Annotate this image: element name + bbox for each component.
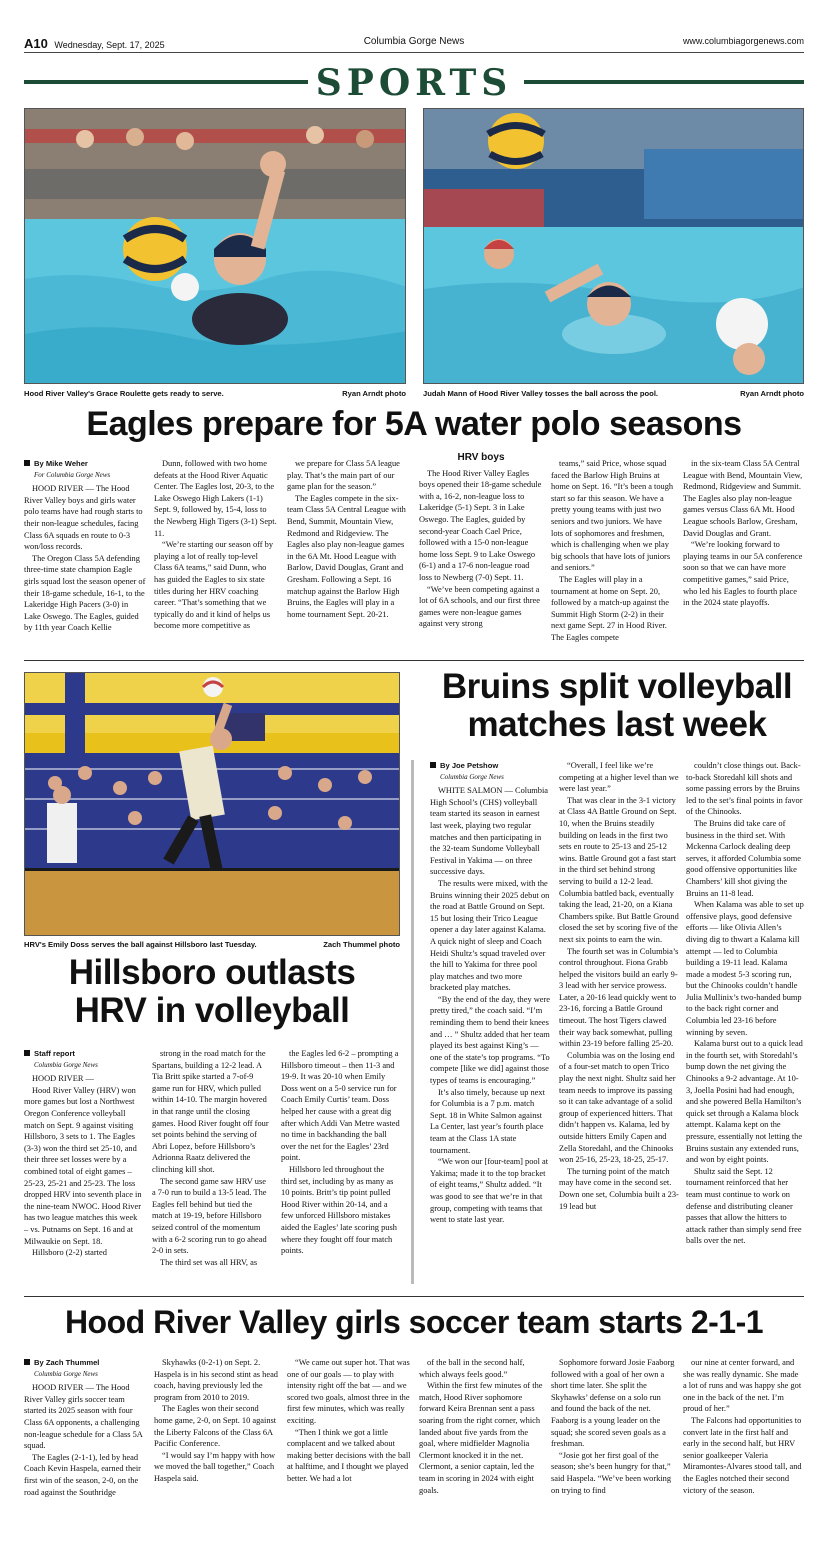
paragraph: The Bruins did take care of business in the third set. With Mckenna Carlock dealing deep serves, it afforded Columbia some good offensive opportunities like Chambers’ kill shot giving the Bruins an 11-8 lead. bbox=[686, 818, 801, 898]
paragraph: The Oregon Class 5A defending three-time state champion Eagle girls squad lost the season opener of their 18-game schedule, 16-1, to the Lakeridge High Pacers (3-0) in Lake Oswego. The Eagles, guided by 11th year Coach Kellie bbox=[24, 553, 146, 633]
paragraph: “Overall, I feel like we’re competing at a higher level than we were last year.” bbox=[559, 761, 679, 794]
paragraph: “We won our [four-team] pool at Yakima; made it to the top bracket of eight teams,” Shultz added. “It was good to see that we’re in that group, competing with teams that went to state last year. bbox=[430, 1157, 549, 1225]
volleyball-illustration bbox=[25, 673, 400, 936]
volleyball-credit: Zach Thummel photo bbox=[323, 940, 400, 949]
story3-col2-text bbox=[559, 760, 679, 1212]
paragraph: of the ball in the second half, which always feels good.” bbox=[419, 1358, 525, 1379]
story4-column-4 bbox=[419, 1357, 543, 1496]
paragraph: The results were mixed, with the Bruins winning their 2025 debut on the road at Battle Ground on Sept. 15 but losing their Trico League opener a day later against Kalama. A quick night of sleep and Coach Heidi Shultz’s squad traveled over the hill to Yakima for three pool play matches and two more bracketed play matches. bbox=[430, 878, 550, 993]
story1-headline: Eagles prepare for 5A water polo seasons bbox=[86, 405, 742, 443]
story2-byline bbox=[24, 1048, 142, 1060]
byline-marker-icon bbox=[24, 1359, 30, 1365]
story4-headline: Hood River Valley girls soccer team starts 2-1-1 bbox=[64, 1304, 764, 1340]
story1-column-4 bbox=[419, 450, 543, 630]
story4-column-6 bbox=[683, 1357, 804, 1496]
story1-col2-text bbox=[154, 458, 278, 632]
story3-headline-line1: Bruins split volleyball bbox=[441, 667, 793, 706]
paragraph: The turning point of the match may have come in the second set. Down one set, Columbia built a 23-19 lead but bbox=[559, 1166, 679, 1211]
paragraph: It’s also timely, because up next for Columbia is a 7 p.m. match Sept. 18 in White Salmon against La Center, last year’s fourth place team at the Class 1A state tournament. bbox=[430, 1087, 545, 1155]
paragraph: in the six-team Class 5A Central League with Bend, Mountain View, Redmond, Ridgeview and Summit. The Eagles also play non-league games versus Class 6A Mt. Hood League schools Barlow, Gresham, David Douglas and Grant. bbox=[683, 459, 803, 538]
folio-rule bbox=[24, 52, 804, 53]
story2-column-1 bbox=[24, 1048, 142, 1259]
story1-author: By Mike Weher bbox=[34, 459, 88, 468]
story3-affiliation: Columbia Gorge News bbox=[440, 772, 504, 781]
story4-column-3 bbox=[287, 1357, 411, 1485]
story1-col5-text bbox=[551, 458, 675, 644]
photo-polo-left bbox=[24, 108, 406, 384]
story2-column-3 bbox=[281, 1048, 400, 1257]
story4-col4-text bbox=[419, 1357, 543, 1496]
paragraph: “Then I think we got a little complacent and we talked about making better decisions with the ball at halftime, and I thought we played better. We had a lot bbox=[287, 1427, 411, 1483]
polo-right-caption-bar bbox=[423, 389, 804, 398]
story4-byline bbox=[24, 1357, 146, 1369]
story3-column-2 bbox=[559, 760, 679, 1212]
story2-headline bbox=[24, 954, 400, 1030]
story3-column-3 bbox=[686, 760, 804, 1247]
story1-column-1 bbox=[24, 458, 146, 634]
paragraph: “By the end of the day, they were pretty tired,” the coach said. “I’m reminding them to bend their knees and … ” Shultz added that her team played its best against King’s — one of the state’s top programs. “To compete [like we did] against those types of teams is encouraging.” bbox=[430, 994, 551, 1086]
paragraph: HOOD RIVER — The Hood River Valley boys and girls water polo teams have had rough starts to their non-league schedules, facing Class 6A squads en route to 0-3 won/loss records. bbox=[24, 484, 143, 552]
paragraph: “We’re starting our season off by playing a lot of really top-level Class 6A teams,” said Dunn, who has guided the Eagles to six state titles during her HRV coaching career. “That’s something that we typically do and it kind of helps us become more competitive as bbox=[154, 540, 274, 631]
section-title: SPORTS bbox=[315, 62, 513, 104]
story1-divider bbox=[24, 660, 804, 661]
photo-volleyball bbox=[24, 672, 400, 936]
paragraph: “We’ve been competing against a lot of 6A schools, and our first three games were non-league games against very strong bbox=[419, 584, 540, 629]
paragraph: The Falcons had opportunities to convert late in the first half and early in the second half, but HRV senior goalkeeper Valeria Miramontes-Alvares stood tall, and the Eagles notched their second victory of the season. bbox=[683, 1415, 802, 1495]
paragraph: Hood River Valley (HRV) won more games but lost a Northwest Oregon Conference volleyball match on Sept. 9 against visiting Hillsboro, 3 sets to 1. The Eagles (3-3) won the third set 25-10, and their three set losses were by a combined total of eight games – 25-23, 25-21 and 25-23. The loss dropped HRV into seventh place in the nine-team NWOC. Hood River has two league matches this week – vs. Putnams on Sept. 16 and at Milwaukie on Sept. 18. bbox=[24, 1085, 142, 1246]
website-url[interactable]: www.columbiagorgenews.com bbox=[682, 36, 804, 46]
story2-headline-line2: HRV in volleyball bbox=[74, 991, 350, 1030]
paragraph: When Kalama was able to set up offensive plays, good defensive efforts — like Olivia Allen’s diving dig to thwart a Kalama kill attempt — led to Columbia building a 19-11 lead. Kalama made a modest 5-3 scoring run, but the Chinooks couldn’t handle Julia Mullinix’s two-handed bump to the back right corner and Columbia led 23-16 before winning by seven. bbox=[686, 900, 804, 1037]
paragraph: the Eagles led 6-2 – prompting a Hillsboro timeout – then 11-3 and 19-9. It was 20-10 when Emily Doss went on a 5-0 service run for Coach Emily Curtis’ team. Doss helped her cause with a great dig after which Addi Van Metre wasted no time in backhanding the ball over the net for the Eagles’ 23rd point. bbox=[281, 1049, 400, 1163]
story1-col1-text bbox=[24, 483, 146, 634]
story2-col2-text bbox=[152, 1048, 270, 1268]
story1-column-5 bbox=[551, 458, 675, 644]
paragraph: Shultz said the Sept. 12 tournament reinforced that her team must continue to work on defense and distributing cleaner passes that allow the hitters to attack rather than simply send free balls over the net. bbox=[686, 1166, 802, 1246]
paragraph: That was clear in the 3-1 victory at Class 4A Battle Ground on Sept. 10, when the Bruins steadily building on leads in the first two sets en route to 25-13 and 25-12 wins. Battle Ground got a fast start in the third set behind strong serving to build a 12-2 lead. Columbia battled back, eventually taking the lead, 21-20, on a Kiana Chambers spike. But Battle Ground closed the set by scoring five of the next six points to earn the win. bbox=[559, 795, 679, 944]
story4-col3-text bbox=[287, 1357, 411, 1485]
story4-col2-text bbox=[154, 1357, 278, 1485]
paper-name: Columbia Gorge News bbox=[363, 36, 465, 47]
paragraph: The Eagles will play in a tournament at home on Sept. 20, followed by a match-up against the Summit High Storm (2-2) in their next game Sept. 27 in Hood River. The Eagles compete bbox=[551, 574, 669, 642]
paragraph: teams,” said Price, whose squad faced the Barlow High Bruins at home on Sept. 16. “It’s been a tough start so far this season. We have a pretty young teams with just two seniors and two juniors. We have lots of sophomores and freshmen, which is challenging when we play big schools that have lots of juniors and seniors.” bbox=[551, 459, 674, 573]
story1-column-2 bbox=[154, 458, 278, 632]
story3-column-1 bbox=[430, 760, 552, 1226]
paragraph: we prepare for Class 5A league play. That’s the main part of our game plan for the season.” bbox=[287, 459, 400, 492]
story4-col5-text bbox=[551, 1357, 675, 1496]
polo-right-caption: Judah Mann of Hood River Valley tosses the ball across the pool. bbox=[423, 389, 659, 398]
paragraph: Sophomore forward Josie Faaborg followed with a goal of her own a short time later. She split the Skyhawks’ defense on a solo run and found the back of the net. Faaborg is a young leader on the squad; she scored seven goals as a freshman. bbox=[551, 1358, 675, 1449]
story2-affiliation: Columbia Gorge News bbox=[34, 1060, 98, 1069]
polo-left-caption-bar bbox=[24, 389, 406, 398]
byline-marker-icon bbox=[24, 460, 30, 466]
paragraph: The Eagles (2-1-1), led by head Coach Kevin Haspela, earned their first win of the season, 2-0, on the road against the Southridge bbox=[24, 1452, 141, 1497]
paragraph: HOOD RIVER — bbox=[32, 1074, 94, 1084]
paragraph: “We came out super hot. That was one of our goals — to play with intensity right off the bat — and we scored two goals, almost three in the first few minutes, which was really exciting. bbox=[287, 1358, 410, 1425]
story4-col6-text bbox=[683, 1357, 804, 1496]
story1-affiliation: For Columbia Gorge News bbox=[34, 470, 111, 479]
polo-left-illustration bbox=[25, 109, 406, 384]
story4-affiliation: Columbia Gorge News bbox=[34, 1369, 98, 1378]
column-divider bbox=[411, 760, 414, 1284]
byline-marker-icon bbox=[430, 762, 436, 768]
story2-author: Staff report bbox=[34, 1049, 75, 1058]
paragraph: “Josie got her first goal of the season; she’s been hungry for that,” said Haspela. “We’ve been working on trying to find bbox=[551, 1450, 672, 1495]
story3-headline bbox=[420, 668, 814, 744]
story3-byline bbox=[430, 760, 552, 772]
story3-author: By Joe Petshow bbox=[440, 761, 499, 770]
paragraph: strong in the road match for the Spartans, building a 12-2 lead. A Tia Britt spike started a 7-of-9 game run for HRV, which pulled within 14-10. The margin hovered in that range until the closing games. Hood River fought off four set points behind the serving of Abri Lopez, before Hillsboro’s Adrionna Raatz delivered the clinching kill shot. bbox=[152, 1049, 269, 1174]
paragraph: HOOD RIVER — The Hood River Valley girls soccer team started its 2025 season with four Class 6A opponents, a challenging non-league schedule for a Class 5A squad. bbox=[24, 1383, 143, 1451]
paragraph: Skyhawks (0-2-1) on Sept. 2. Haspela is in his second stint as head coach, having previously led the program from 2010 to 2019. bbox=[154, 1358, 278, 1402]
volleyball-caption: HRV's Emily Doss serves the ball against Hillsboro last Tuesday. bbox=[24, 940, 257, 949]
paragraph: The Hood River Valley Eagles boys opened their 18-game schedule with a, 16-2, non-league loss to Lakeridge (5-1) Sept. 3 in Lake Oswego. The Eagles, guided by second-year Coach Cael Price, followed with a 15-0 non-league home loss Sept. 9 to Lake Oswego (6-1) and a 17-6 non-league road loss to Newberg (7-0) Sept. 11. bbox=[419, 468, 542, 582]
story1-col6-text bbox=[683, 458, 804, 609]
story2-column-2 bbox=[152, 1048, 270, 1268]
polo-left-caption: Hood River Valley's Grace Roulette gets ready to serve. bbox=[24, 389, 224, 398]
story4-column-2 bbox=[154, 1357, 278, 1485]
paragraph: “I would say I’m happy with how we moved the ball together,” Coach Haspela said. bbox=[154, 1450, 276, 1483]
story2-col1-text bbox=[24, 1073, 142, 1259]
story1-column-3 bbox=[287, 458, 411, 620]
polo-right-illustration bbox=[424, 109, 804, 384]
paragraph: The third set was all HRV, as bbox=[160, 1257, 258, 1267]
story3-col3-text bbox=[686, 760, 804, 1247]
story1-subhead: HRV boys bbox=[457, 452, 505, 463]
paragraph: The second game saw HRV use a 7-0 run to build a 13-5 lead. The Eagles fell behind but tied the match at 19-19, before Hillsboro seized control of the momentum with a 6-2 scoring run to go ahead 2-0 in sets. bbox=[152, 1176, 267, 1256]
paragraph: Kalama burst out to a quick lead in the fourth set, with Storedahl’s bump down the net giving the Chinooks a 9-2 advantage. At 10-3, Joella Posini had had enough, and she powered Bella Hamilton’s quick set through a Kalama block attempt. Kalama kept on the pressure, essentially not letting the Bruins sustain any extended runs, and won by eight points. bbox=[686, 1039, 803, 1165]
paragraph: Hillsboro led throughout the third set, including by as many as 10 points. Britt’s tip point pulled Hood River within 20-14, and a few unforced Hillsboro mistakes aided the Eagles’ late scoring push where they fought off four match points. bbox=[281, 1164, 397, 1256]
paragraph: Columbia was on the losing end of a four-set match to open Trico play the next night. Shultz said her team needs to improve its passing so it can take advantage of a solid group of experienced hitters. That didn’t happen vs. Kalama, led by outside hitters Emily Capen and Zella Storedahl, and the Chinooks won 25-16, 25-23, 18-25, 25-17. bbox=[559, 1050, 676, 1165]
story1-column-6 bbox=[683, 458, 804, 609]
story3-headline-line2: matches last week bbox=[467, 705, 767, 744]
story3-col1-text bbox=[430, 785, 552, 1226]
paragraph: WHITE SALMON — Columbia High School’s (CHS) volleyball team started its season in earnest last week, playing two regular matches and then participating in the 32-team Sundome Volleyball Festival in Yakima — on three successive days. bbox=[430, 786, 549, 877]
story1-byline bbox=[24, 458, 146, 470]
paragraph: The fourth set was in Columbia’s control throughout. Fiona Grabb helped the visitors build an early 9-3 lead with her service prowess. Later, a 20-16 lead quickly went to 23-16, forcing a Battle Ground timeout. The host Tigers clawed their way back somewhat, pulling within 23-19 before falling 25-20. bbox=[559, 946, 679, 1049]
polo-left-credit: Ryan Arndt photo bbox=[342, 389, 406, 398]
paragraph: couldn’t close things out. Back-to-back Storedahl kill shots and some passing errors by the Bruins led to the set’s final points in favor of the Chinooks. bbox=[686, 761, 803, 817]
polo-right-credit: Ryan Arndt photo bbox=[740, 389, 804, 398]
issue-date: Wednesday, Sept. 17, 2025 bbox=[54, 40, 165, 50]
story4-column-1 bbox=[24, 1357, 146, 1498]
story4-col1-text bbox=[24, 1382, 146, 1498]
story4-column-5 bbox=[551, 1357, 675, 1496]
story1-col4-text bbox=[419, 468, 543, 630]
paragraph: our nine at center forward, and she was really dynamic. She made a lot of runs and was happy she got one in the back of the net. I’m proud of her.” bbox=[683, 1358, 802, 1414]
paragraph: Within the first few minutes of the match, Hood River sophomore forward Keira Brennan sent a pass soaring from the right corner, which landed about five yards from the goal, where midfielder Magnolia Clermont knocked it in the net. Clermont, a senior captain, led the team in scoring in 2024 with eight goals. bbox=[419, 1381, 543, 1495]
story4-author: By Zach Thummel bbox=[34, 1358, 100, 1367]
paragraph: The Eagles compete in the six-team Class 5A Central League with Bend, Summit, Mountain View, Redmond and Ridgeview. The Eagles also play non-league games in the 6A Mt. Hood League with Barlow, David Douglas, Grant and Gresham. Following a Sept. 16 matchup against the Barlow High Bruins, the Eagles will play in a home tournament Sept. 20-21. bbox=[287, 493, 406, 619]
paragraph: Hillsboro (2-2) started bbox=[32, 1248, 107, 1258]
story3-divider bbox=[24, 1296, 804, 1297]
page-number: A10 bbox=[24, 36, 48, 51]
byline-marker-icon bbox=[24, 1050, 30, 1056]
paragraph: “We’re looking forward to playing teams in our 5A conference soon so that we can have more competitive games,” said Price, who led his Eagles to fourth place in the 2024 state playoffs. bbox=[683, 540, 803, 608]
paragraph: Dunn, followed with two home defeats at the Hood River Aquatic Center. The Eagles lost, 20-3, to the Lake Oswego High Lakers (1-1) Sept. 9, followed by, 15-4, loss to the Newberg High Tigers (3-1) Sept. 11. bbox=[154, 459, 277, 538]
story2-headline-line1: Hillsboro outlasts bbox=[68, 953, 356, 992]
photo-polo-right bbox=[423, 108, 804, 384]
story2-col3-text bbox=[281, 1048, 400, 1257]
paragraph: The Eagles won their second home game, 2-0, on Sept. 10 against the Liberty Falcons of the Class 6A Pacific Conference. bbox=[154, 1404, 277, 1449]
volleyball-caption-bar bbox=[24, 940, 400, 949]
story1-col3-text bbox=[287, 458, 411, 620]
